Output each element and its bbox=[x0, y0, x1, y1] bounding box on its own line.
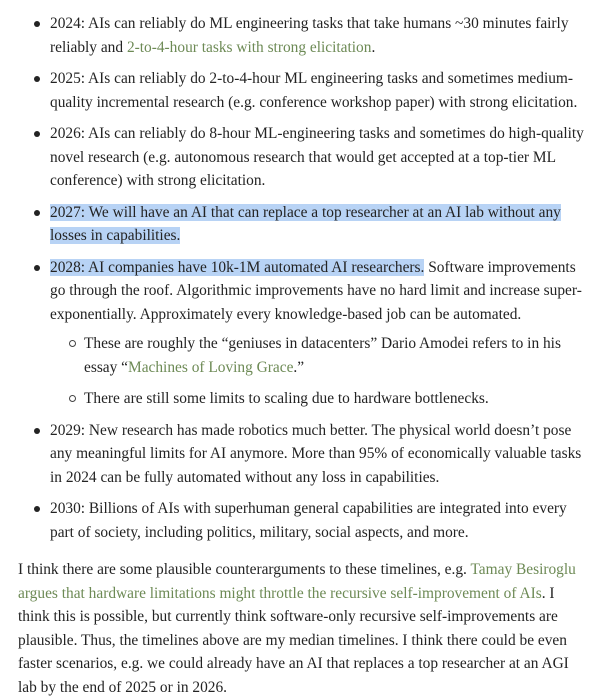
list-item-2027 bbox=[50, 201, 586, 248]
link-machines-of-loving-grace[interactable]: Machines of Loving Grace bbox=[128, 358, 294, 376]
item-2028-sublist bbox=[50, 332, 586, 411]
item-2028-highlighted-text[interactable]: 2028: AI companies have 10k-1M automated AI researchers. bbox=[50, 258, 425, 276]
item-2029-text: 2029: New research has made robotics much better. The physical world doesn’t pose any meaningful limits for AI anymore. More than 95% of economically valuable tasks in 2024 can be fully automated without any loss in capabilities. bbox=[50, 421, 582, 486]
item-2024-end: . bbox=[371, 38, 376, 56]
closing-paragraph bbox=[18, 558, 586, 699]
item-2026-text: 2026: AIs can reliably do 8-hour ML-engineering tasks and sometimes do high-quality novel research (e.g. autonomous research that would get accepted at a top-tier ML conference) with strong elicitation. bbox=[50, 125, 584, 189]
list-item-2026 bbox=[50, 122, 586, 193]
sublist-item-geniuses bbox=[84, 332, 586, 379]
item-2030-text: 2030: Billions of AIs with superhuman general capabilities are integrated into every part of society, including politics, military, social aspects, and more. bbox=[50, 500, 567, 541]
item-2024-text: 2024: AIs can reliably do ML engineering tasks that take humans ~30 minutes fairly reliably and bbox=[50, 15, 569, 56]
list-item-2028 bbox=[50, 256, 586, 411]
sublist-item-hardware bbox=[84, 387, 586, 411]
item-2025-text: 2025: AIs can reliably do 2-to-4-hour ML engineering tasks and sometimes medium-quality incremental research (e.g. conference workshop paper) with strong elicitation. bbox=[50, 70, 578, 111]
item-2027-highlighted-text[interactable]: 2027: We will have an AI that can replace a top researcher at an AI lab without any losses in capabilities. bbox=[50, 203, 561, 244]
item-2028-text: Software improvements go through the roof. Algorithmic improvements have no hard limit and increase super-exponentially. Approximately every knowledge-based job can be automated. bbox=[50, 258, 582, 323]
list-item-2030 bbox=[50, 497, 586, 544]
list-item-2024 bbox=[50, 12, 586, 59]
link-2-to-4-hour-tasks[interactable]: 2-to-4-hour tasks with strong elicitation bbox=[126, 38, 372, 56]
closing-text-end: . I think this is possible, but currently think software-only recursive self-improvements are plausible. Thus, the timelines above are my median timelines. I think there could be even faster scenarios, e.g. we could already have an AI that replaces a top researcher at an AGI lab by the end of 2025 or in 2026. bbox=[18, 584, 569, 696]
list-item-2025 bbox=[50, 67, 586, 114]
link-tamay-besiroglu-argument[interactable]: Tamay Besiroglu argues that hardware limitations might throttle the recursive self-improvement of AIs bbox=[18, 561, 576, 602]
closing-text-start: I think there are some plausible counterarguments to these timelines, e.g. bbox=[18, 561, 471, 578]
sublist-item-geniuses-text: These are roughly the “geniuses in datacenters” Dario Amodei refers to in his essay “ bbox=[84, 335, 561, 376]
list-item-2029 bbox=[50, 419, 586, 490]
sublist-item-geniuses-end: .” bbox=[293, 358, 305, 376]
sublist-item-hardware-text: There are still some limits to scaling due to hardware bottlenecks. bbox=[84, 390, 489, 407]
